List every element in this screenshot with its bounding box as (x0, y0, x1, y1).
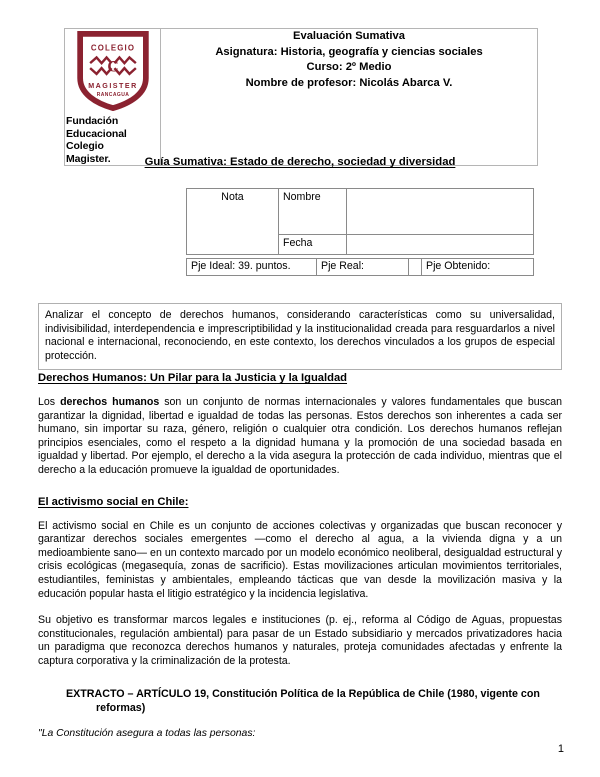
table-row (187, 259, 534, 276)
extract-heading (38, 687, 562, 715)
score-table (186, 258, 534, 276)
svg-text:RANCAGUA: RANCAGUA (96, 92, 129, 98)
nombre-value-cell[interactable] (347, 189, 534, 235)
student-info-table (186, 188, 534, 255)
pje-gap-cell[interactable] (409, 259, 422, 276)
extract-heading-line-1: EXTRACTO – ARTÍCULO 19, Constitución Política de la República de Chile (1980, vigente con (66, 687, 540, 700)
nombre-label-cell: Nombre (279, 189, 347, 235)
colegio-magister-shield-logo (77, 31, 149, 111)
extract-lead-in: "La Constitución asegura a todas las personas: (38, 727, 256, 739)
header-title-cell (161, 29, 538, 166)
par-text-pre: Los (38, 396, 61, 408)
fecha-label-cell: Fecha (279, 235, 347, 255)
section-heading-activismo-social: El activismo social en Chile: (38, 495, 189, 508)
pje-real-cell[interactable]: Pje Real: (317, 259, 409, 276)
table-row (187, 189, 534, 235)
paragraph-activismo-1: El activismo social en Chile es un conjunto de acciones colectivas y organizadas que buscan reconocer y garantizar derechos sociales emergentes —como el derecho al agua, a la vivienda digna y a un medioambiente sano— en un contexto marcado por un modelo económico neoliberal, desigualdad estructural y crisis ecológicas (megasequía, zonas de sacrificio). Estas movilizaciones articulan movimientos territoriales, estudiantiles, feministas y ambientales, empleando tácticas que van desde la movilización masiva y la educación popular hasta el litigio estratégico y la incidencia legislativa. (38, 519, 562, 600)
pje-obtenido-cell[interactable]: Pje Obtenido: (422, 259, 534, 276)
foundation-line-2: Educacional (66, 127, 127, 140)
page-number: 1 (557, 743, 564, 755)
fecha-value-cell[interactable] (347, 235, 534, 255)
foundation-line-4: Magister. (66, 152, 111, 165)
guide-title: Guía Sumativa: Estado de derecho, sociedad y diversidad (144, 156, 456, 168)
learning-objective-box: Analizar el concepto de derechos humanos, considerando características como su universalidad, indivisibilidad, interdependencia e imprescriptibilidad y la institucionalidad creada para resguardarlos a nivel nacional e internacional, reconociendo, en este contexto, los derechos vinculados a los grupos de especial protección. (38, 303, 562, 370)
paragraph-derechos-humanos (38, 396, 562, 478)
evaluation-type: Evaluación Sumativa (293, 30, 405, 42)
foundation-line-1: Fundación (66, 115, 119, 127)
par-text-bold: derechos humanos (60, 396, 160, 408)
nota-cell[interactable]: Nota (187, 189, 279, 255)
header-table (64, 28, 538, 166)
course-line: Curso: 2º Medio (306, 61, 392, 73)
subject-line: Asignatura: Historia, geografía y ciencias sociales (215, 45, 483, 58)
svg-text:MAGISTER: MAGISTER (87, 82, 138, 91)
foundation-line-3: Colegio (66, 140, 104, 153)
section-heading-derechos-humanos: Derechos Humanos: Un Pilar para la Justicia y la Igualdad (38, 372, 348, 384)
teacher-line: Nombre de profesor: Nicolás Abarca V. (245, 76, 453, 89)
svg-text:COLEGIO: COLEGIO (90, 43, 135, 53)
pje-ideal-cell: Pje Ideal: 39. puntos. (187, 259, 317, 276)
header-row (65, 29, 538, 166)
logo-cell (65, 29, 161, 166)
paragraph-activismo-2: Su objetivo es transformar marcos legales e instituciones (p. ej., reforma al Código de Aguas, propuestas constitucionales, regulación ambiental) para pasar de un Estado subsidiario y mercados privatizadores hacia un paradigma que reconozca derechos humanos y naturales, proteja comunidades afectadas y enfrente la captura corporativa y la criminalización de la protesta. (38, 614, 562, 667)
svg-text:C: C (106, 58, 119, 76)
extract-heading-line-2: reformas) (96, 701, 146, 714)
document-content (38, 372, 562, 739)
par-text-post: son un conjunto de normas internacionales y valores fundamentales que buscan garantizar la dignidad, libertad e igualdad de todas las personas. Estos derechos son inherentes a cada ser humano, sin importar su raza, género, religión o cualquier otra condición. Los derechos humanos reflejan principios esenciales, como el respeto a la dignidad humana y la promoción de una sociedad basada en igualdad y libertad. Por ejemplo, el derecho a la vida asegura la protección de cada individuo, mientras que el derecho a la educación promueve la igualdad de oportunidades. (38, 396, 562, 476)
